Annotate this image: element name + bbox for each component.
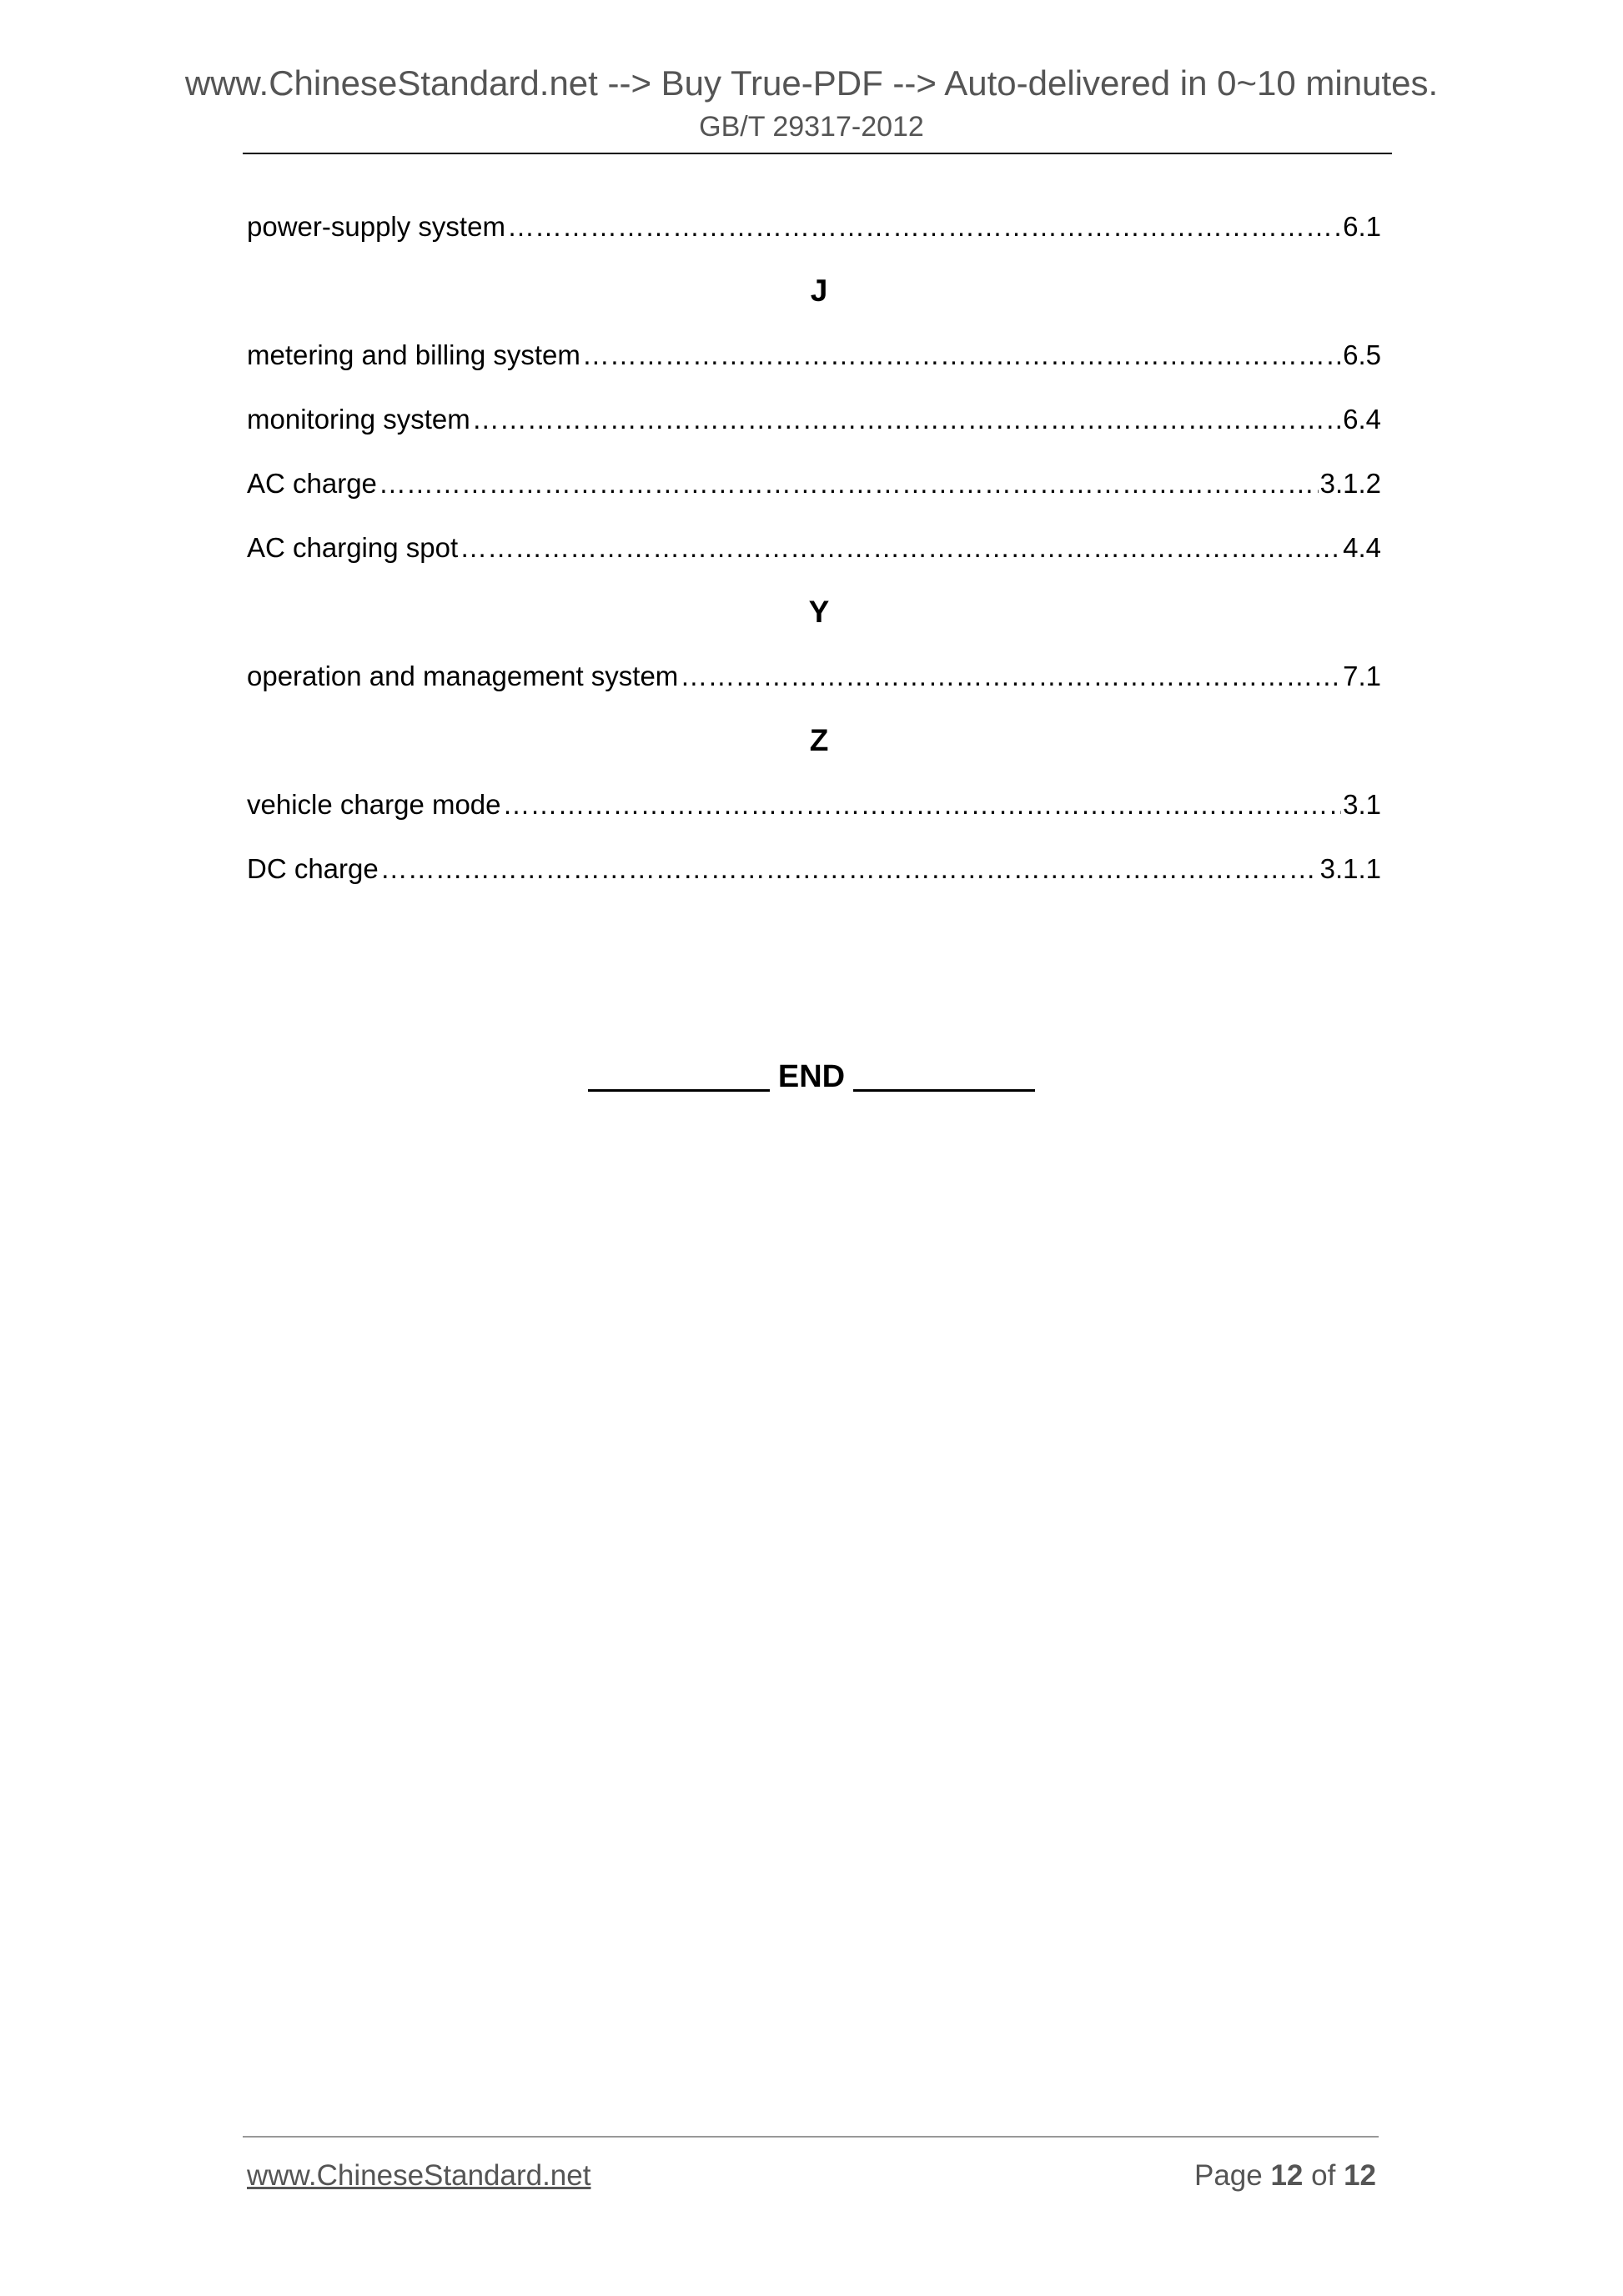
index-entry (247, 339, 1381, 403)
index-letter-heading: Z (809, 723, 829, 757)
index-clause-ref: 3.1.1 (1319, 853, 1381, 884)
index-clause-ref: 6.4 (1343, 404, 1381, 435)
header-promo-text: www.ChineseStandard.net --> Buy True-PDF --> Auto-delivered in 0~10 minutes. (184, 63, 1439, 103)
standard-number: GB/T 29317-2012 (699, 111, 924, 143)
index-clause-ref: 7.1 (1343, 661, 1381, 691)
dot-leader (380, 852, 1319, 886)
index-term: metering and billing system (247, 339, 580, 370)
index-clause-ref: 3.1.2 (1319, 468, 1381, 499)
header-divider (243, 153, 1392, 154)
index-clause-ref: 6.1 (1343, 211, 1381, 242)
index-term: operation and management system (247, 661, 679, 691)
index-clause-ref: 6.5 (1343, 339, 1381, 370)
dot-leader (507, 210, 1341, 244)
end-line-right (853, 1089, 1035, 1092)
index-letter-heading: Y (808, 595, 830, 629)
end-label: END (777, 1059, 846, 1094)
index-entry (247, 788, 1381, 852)
index-entry (247, 403, 1381, 467)
alphabetical-index (247, 210, 1381, 917)
index-entry (247, 531, 1381, 595)
end-of-document-mark (0, 1058, 1623, 1096)
index-term: monitoring system (247, 404, 470, 435)
index-term: AC charging spot (247, 532, 459, 563)
index-entry (247, 852, 1381, 917)
page-of-word: of (1311, 2159, 1336, 2192)
page-total: 12 (1344, 2159, 1376, 2192)
dot-leader (379, 467, 1319, 500)
dot-leader (503, 788, 1342, 821)
index-entry (247, 660, 1381, 724)
index-entry (247, 467, 1381, 531)
page-word: Page (1193, 2159, 1263, 2192)
dot-leader (472, 403, 1341, 436)
end-line-left (588, 1089, 770, 1092)
footer-divider (243, 2136, 1379, 2138)
index-clause-ref: 4.4 (1343, 532, 1381, 563)
index-entry (247, 210, 1381, 274)
index-term: power-supply system (247, 211, 505, 242)
index-letter-heading: J (810, 274, 828, 308)
index-term: vehicle charge mode (247, 789, 501, 820)
dot-leader (582, 339, 1341, 372)
dot-leader (460, 531, 1341, 565)
index-term: DC charge (247, 853, 379, 884)
page-header (0, 62, 1623, 143)
index-clause-ref: 3.1 (1343, 789, 1381, 820)
page-current: 12 (1270, 2159, 1304, 2192)
footer-site-link[interactable]: www.ChineseStandard.net (247, 2159, 591, 2192)
index-term: AC charge (247, 468, 377, 499)
page-number (1194, 2158, 1376, 2193)
dot-leader (680, 660, 1341, 693)
